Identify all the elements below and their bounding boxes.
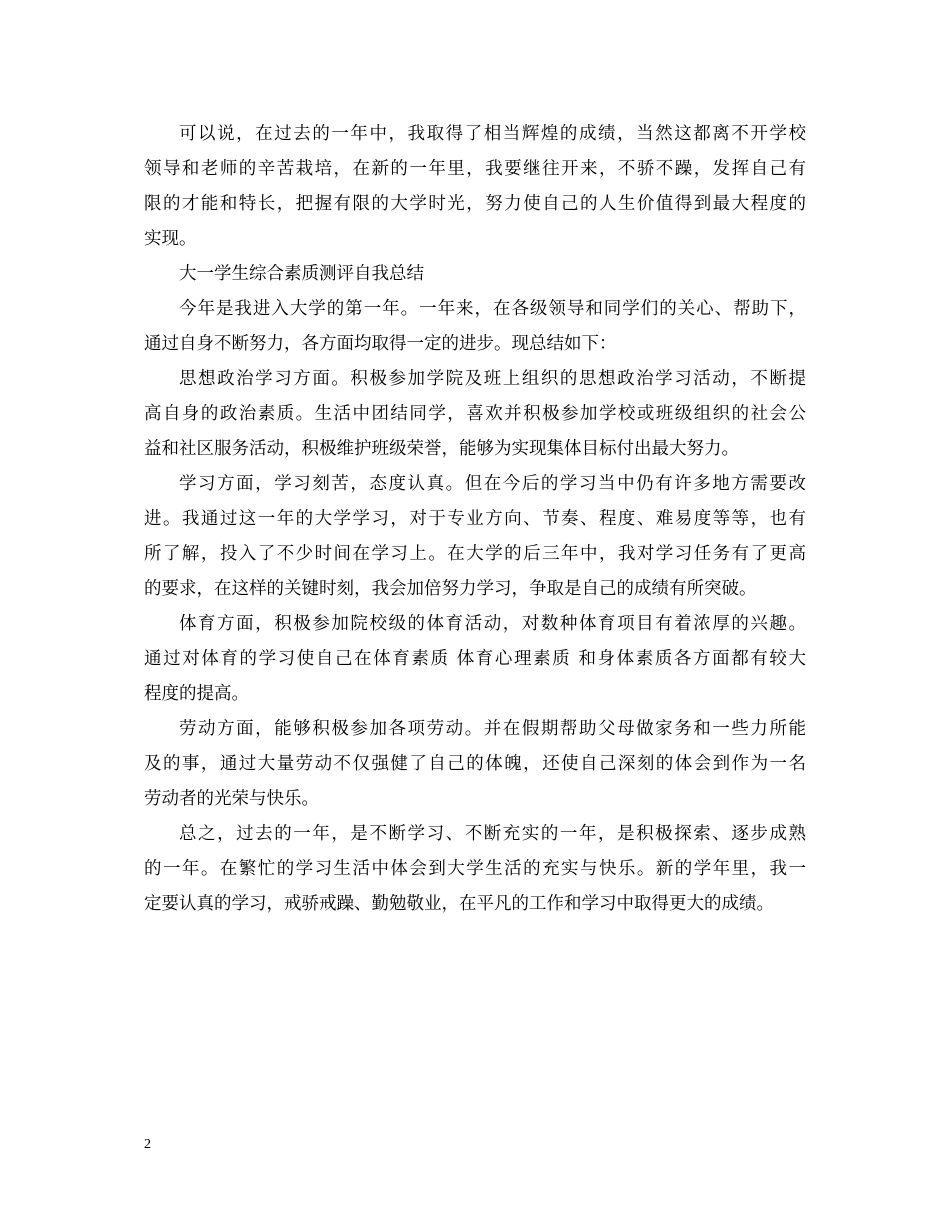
paragraph-first-line: 今年是我进入大学的第一年。一年来，在各级领导和同学们的关心、帮助下， xyxy=(179,299,806,319)
text-line: 领导和老师的辛苦栽培，在新的一年里，我要继往开来，不骄不躁，发挥自己有 xyxy=(144,159,806,179)
text-line: 劳动者的光荣与快乐。 xyxy=(144,789,319,809)
document-body xyxy=(144,117,806,922)
paragraph-first-line: 体育方面，积极参加院校级的体育活动，对数种体育项目有着浓厚的兴趣。 xyxy=(179,614,806,634)
text-line: 所了解，投入了不少时间在学习上。在大学的后三年中，我对学习任务有了更高 xyxy=(144,544,806,564)
text-line: 通过自身不断努力，各方面均取得一定的进步。现总结如下： xyxy=(144,334,617,354)
page-number: 2 xyxy=(144,1137,151,1152)
text-line: 高自身的政治素质。生活中团结同学，喜欢并积极参加学校或班级组织的社会公 xyxy=(144,404,806,424)
text-line: 定要认真的学习，戒骄戒躁、勤勉敬业，在平凡的工作和学习中取得更大的成绩。 xyxy=(144,894,774,914)
text-line: 益和社区服务活动，积极维护班级荣誉，能够为实现集体目标付出最大努力。 xyxy=(144,439,739,459)
text-line: 的一年。在繁忙的学习生活中体会到大学生活的充实与快乐。新的学年里，我一 xyxy=(144,859,806,879)
text-line: 程度的提高。 xyxy=(144,684,249,704)
paragraph-first-line: 总之，过去的一年，是不断学习、不断充实的一年，是积极探索、逐步成熟 xyxy=(179,824,806,844)
text-line: 的要求，在这样的关键时刻，我会加倍努力学习，争取是自己的成绩有所突破。 xyxy=(144,579,757,599)
text-line: 进。我通过这一年的大学学习，对于专业方向、节奏、程度、难易度等等，也有 xyxy=(144,509,806,529)
paragraph-first-line: 可以说，在过去的一年中，我取得了相当辉煌的成绩，当然这都离不开学校 xyxy=(179,124,806,144)
paragraph-first-line: 大一学生综合素质测评自我总结 xyxy=(179,264,424,284)
text-line: 实现。 xyxy=(144,229,197,249)
text-line: 及的事，通过大量劳动不仅强健了自己的体魄，还使自己深刻的体会到作为一名 xyxy=(144,754,806,774)
text-line: 限的才能和特长，把握有限的大学时光，努力使自己的人生价值得到最大程度的 xyxy=(144,194,806,214)
paragraph-first-line: 学习方面，学习刻苦，态度认真。但在今后的学习当中仍有许多地方需要改 xyxy=(179,474,806,494)
paragraph-first-line: 思想政治学习方面。积极参加学院及班上组织的思想政治学习活动，不断提 xyxy=(179,369,806,389)
text-line: 通过对体育的学习使自己在体育素质 体育心理素质 和身体素质各方面都有较大 xyxy=(144,649,806,669)
paragraph-first-line: 劳动方面，能够积极参加各项劳动。并在假期帮助父母做家务和一些力所能 xyxy=(179,719,806,739)
